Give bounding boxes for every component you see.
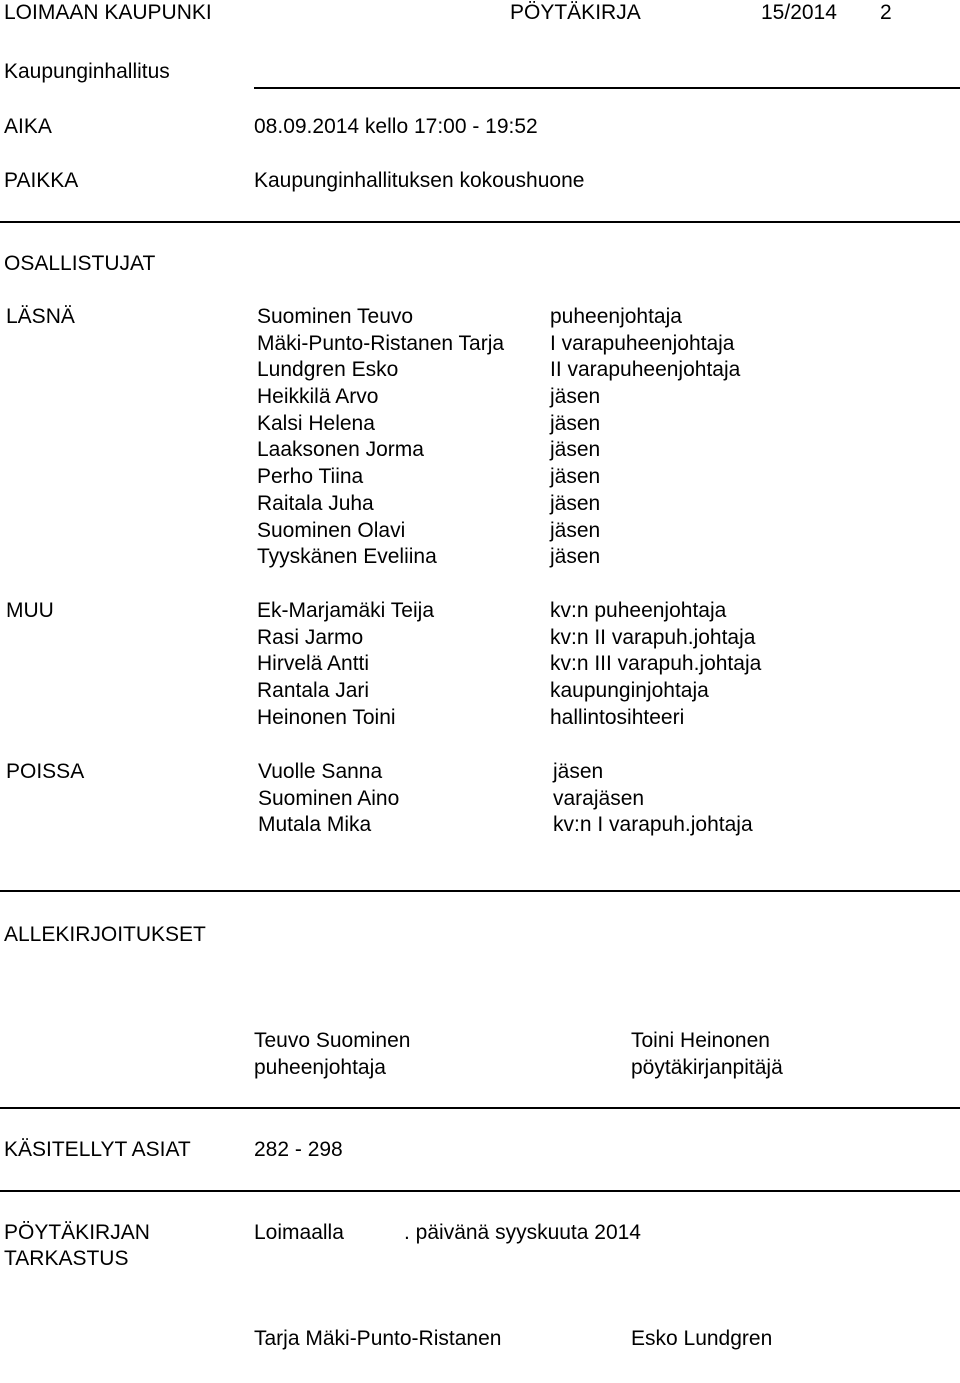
page-number: 2 bbox=[880, 1, 892, 24]
municipality-name: LOIMAAN KAUPUNKI bbox=[4, 1, 212, 24]
other-name: Rantala Jari bbox=[257, 679, 370, 703]
present-name: Heikkilä Arvo bbox=[257, 385, 379, 409]
signer-secretary-name: Toini Heinonen bbox=[631, 1029, 770, 1052]
other-roles bbox=[550, 598, 761, 731]
document-type: PÖYTÄKIRJA bbox=[510, 1, 641, 24]
place-label: PAIKKA bbox=[4, 169, 79, 192]
present-role: jäsen bbox=[550, 491, 601, 515]
items-label: KÄSITELLYT ASIAT bbox=[4, 1138, 191, 1161]
absent-role: varajäsen bbox=[553, 786, 645, 810]
items-range: 282 - 298 bbox=[254, 1138, 343, 1161]
present-name: Lundgren Esko bbox=[257, 358, 399, 382]
other-role: kv:n puheenjohtaja bbox=[550, 599, 727, 622]
absent-name: Mutala Mika bbox=[258, 813, 372, 837]
absent-name: Vuolle Sanna bbox=[258, 760, 383, 783]
present-name: Laaksonen Jorma bbox=[257, 438, 424, 462]
present-role: jäsen bbox=[550, 411, 601, 435]
present-role: II varapuheenjohtaja bbox=[550, 358, 741, 382]
review-label-line1: PÖYTÄKIRJAN bbox=[4, 1221, 150, 1244]
governing-body: Kaupunginhallitus bbox=[4, 60, 170, 83]
present-role: jäsen bbox=[550, 518, 601, 542]
present-role: jäsen bbox=[550, 465, 601, 489]
absent-names bbox=[258, 759, 399, 839]
other-name: Ek-Marjamäki Teija bbox=[257, 599, 434, 622]
absent-label: POISSA bbox=[6, 760, 85, 783]
present-role: jäsen bbox=[550, 385, 601, 409]
signer-secretary-role: pöytäkirjanpitäjä bbox=[631, 1056, 783, 1079]
meeting-divider bbox=[0, 221, 960, 223]
header-divider bbox=[254, 87, 960, 89]
reviewer-2-name: Esko Lundgren bbox=[631, 1327, 773, 1350]
participants-heading: OSALLISTUJAT bbox=[4, 252, 156, 275]
review-date: . päivänä syyskuuta 2014 bbox=[404, 1221, 641, 1244]
signatures-divider bbox=[0, 1107, 960, 1109]
present-name: Suominen Teuvo bbox=[257, 305, 414, 328]
present-role: I varapuheenjohtaja bbox=[550, 331, 735, 355]
present-role: jäsen bbox=[550, 438, 601, 462]
other-name: Heinonen Toini bbox=[257, 705, 396, 729]
other-role: hallintosihteeri bbox=[550, 705, 685, 729]
time-label: AIKA bbox=[4, 115, 52, 138]
present-name: Suominen Olavi bbox=[257, 518, 406, 542]
absent-roles bbox=[553, 759, 753, 839]
items-divider bbox=[0, 1190, 960, 1192]
review-label-line2: TARKASTUS bbox=[4, 1247, 129, 1270]
signatures-heading: ALLEKIRJOITUKSET bbox=[4, 923, 206, 946]
signer-chair-name: Teuvo Suominen bbox=[254, 1029, 411, 1052]
place-value: Kaupunginhallituksen kokoushuone bbox=[254, 169, 585, 192]
participants-divider bbox=[0, 890, 960, 892]
other-names bbox=[257, 598, 434, 731]
other-role: kaupunginjohtaja bbox=[550, 679, 709, 703]
present-role: jäsen bbox=[550, 545, 601, 569]
time-value: 08.09.2014 kello 17:00 - 19:52 bbox=[254, 115, 538, 138]
other-role: kv:n III varapuh.johtaja bbox=[550, 652, 762, 676]
signer-chair-role: puheenjohtaja bbox=[254, 1056, 386, 1079]
document-number: 15/2014 bbox=[761, 1, 837, 24]
present-roles bbox=[550, 304, 740, 571]
present-role: puheenjohtaja bbox=[550, 305, 682, 328]
absent-role: kv:n I varapuh.johtaja bbox=[553, 813, 753, 837]
other-role: kv:n II varapuh.johtaja bbox=[550, 625, 756, 649]
other-name: Rasi Jarmo bbox=[257, 625, 364, 649]
present-names bbox=[257, 304, 504, 571]
other-label: MUU bbox=[6, 599, 54, 622]
other-name: Hirvelä Antti bbox=[257, 652, 370, 676]
present-name: Tyyskänen Eveliina bbox=[257, 545, 437, 569]
present-name: Raitala Juha bbox=[257, 491, 374, 515]
absent-role: jäsen bbox=[553, 760, 604, 783]
present-name: Kalsi Helena bbox=[257, 411, 375, 435]
reviewer-1-name: Tarja Mäki-Punto-Ristanen bbox=[254, 1327, 502, 1350]
absent-name: Suominen Aino bbox=[258, 786, 400, 810]
present-name: Perho Tiina bbox=[257, 465, 364, 489]
review-place: Loimaalla bbox=[254, 1221, 344, 1244]
present-label: LÄSNÄ bbox=[6, 305, 75, 328]
present-name: Mäki-Punto-Ristanen Tarja bbox=[257, 331, 505, 355]
